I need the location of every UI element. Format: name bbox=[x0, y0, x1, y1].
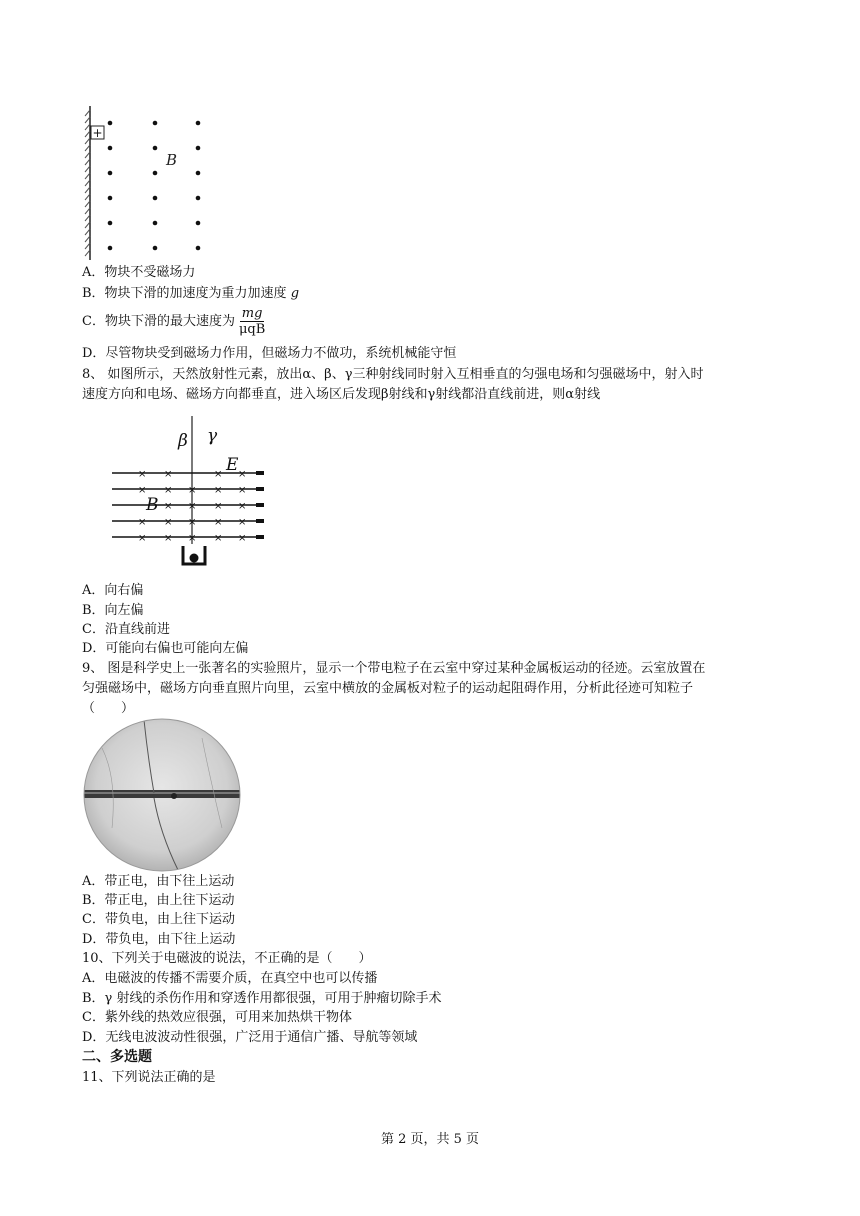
q10-option-c: C．紫外线的热效应很强，可用来加热烘干物体 bbox=[82, 1010, 352, 1025]
q7-option-b-var: g bbox=[290, 286, 300, 301]
q10-stem: 10、下列关于电磁波的说法，不正确的是（ ） bbox=[82, 951, 372, 966]
field-dot bbox=[108, 146, 113, 151]
svg-text:×: × bbox=[238, 517, 247, 528]
fraction bbox=[237, 306, 267, 337]
fraction-denominator: μqB bbox=[238, 322, 266, 337]
radioactive-source bbox=[190, 554, 199, 563]
field-dot bbox=[196, 146, 201, 151]
q9-stem-line2: 匀强磁场中，磁场方向垂直照片向里，云室中横放的金属板对粒子的运动起阻碍作用，分析此径迹可知粒子 bbox=[82, 681, 694, 696]
q10-option-a: A．电磁波的传播不需要介质，在真空中也可以传播 bbox=[82, 971, 378, 986]
svg-text:×: × bbox=[138, 469, 147, 480]
q7-option-c bbox=[82, 304, 267, 340]
block-plus-label: + bbox=[92, 126, 103, 140]
field-label-B: B bbox=[166, 151, 178, 169]
svg-text:×: × bbox=[214, 533, 223, 544]
gamma-label: γ bbox=[207, 426, 218, 446]
field-dot bbox=[153, 171, 158, 176]
svg-text:×: × bbox=[164, 517, 173, 528]
page-footer: 第 2 页，共 5 页 bbox=[380, 1132, 480, 1147]
q9-option-d: D．带负电，由下往上运动 bbox=[82, 932, 236, 947]
field-dot bbox=[196, 246, 201, 251]
svg-text:×: × bbox=[214, 485, 223, 496]
svg-text:×: × bbox=[238, 469, 247, 480]
q10-option-b: B．γ 射线的杀伤作用和穿透作用都很强，可用于肿瘤切除手术 bbox=[82, 991, 442, 1006]
field-dot bbox=[108, 221, 113, 226]
figure-radiation-fields bbox=[108, 412, 273, 572]
field-dot bbox=[153, 121, 158, 126]
svg-text:×: × bbox=[188, 517, 197, 528]
E-label: E bbox=[226, 455, 239, 475]
svg-text:×: × bbox=[138, 533, 147, 544]
field-dots bbox=[108, 121, 201, 251]
q8-option-d: D．可能向右偏也可能向左偏 bbox=[82, 641, 249, 656]
field-dot bbox=[196, 121, 201, 126]
section-title-multiple-choice: 二、多选题 bbox=[82, 1049, 152, 1065]
svg-text:×: × bbox=[238, 485, 247, 496]
svg-text:×: × bbox=[214, 517, 223, 528]
svg-text:×: × bbox=[138, 517, 147, 528]
field-dot bbox=[108, 246, 113, 251]
field-dot bbox=[196, 196, 201, 201]
field-dot bbox=[108, 121, 113, 126]
q7-option-a: A．物块不受磁场力 bbox=[82, 265, 196, 280]
svg-text:×: × bbox=[164, 469, 173, 480]
q9-option-b: B．带正电，由上往下运动 bbox=[82, 893, 235, 908]
svg-text:×: × bbox=[214, 469, 223, 480]
fraction-numerator: mg bbox=[241, 306, 263, 321]
q9-option-c: C．带负电，由上往下运动 bbox=[82, 912, 235, 927]
q8-option-b: B．向左偏 bbox=[82, 603, 144, 618]
svg-text:×: × bbox=[188, 533, 197, 544]
svg-text:×: × bbox=[164, 501, 173, 512]
svg-text:×: × bbox=[164, 485, 173, 496]
svg-text:×: × bbox=[214, 501, 223, 512]
svg-text:×: × bbox=[188, 485, 197, 496]
field-dot bbox=[108, 171, 113, 176]
field-dot bbox=[153, 246, 158, 251]
q7-option-b-text: B．物块下滑的加速度为重力加速度 bbox=[82, 286, 291, 301]
beta-label: β bbox=[178, 431, 188, 451]
field-dot bbox=[153, 196, 158, 201]
field-dot bbox=[196, 221, 201, 226]
B-label: B bbox=[146, 495, 159, 515]
q8-stem-line1: 8、 如图所示，天然放射性元素，放出α、β、γ三种射线同时射入互相垂直的匀强电场和匀强磁场中，射入时 bbox=[82, 367, 704, 382]
q8-option-a: A．向右偏 bbox=[82, 583, 144, 598]
svg-text:×: × bbox=[164, 533, 173, 544]
svg-text:×: × bbox=[238, 501, 247, 512]
field-dot bbox=[108, 196, 113, 201]
field-dot bbox=[153, 146, 158, 151]
q7-option-b bbox=[82, 285, 299, 303]
q9-stem-line1: 9、 图是科学史上一张著名的实验照片，显示一个带电粒子在云室中穿过某种金属板运动的径迹。云室放置在 bbox=[82, 661, 706, 676]
figure-magnetic-field-wall bbox=[82, 106, 212, 262]
q7-option-c-text: C．物块下滑的最大速度为 bbox=[82, 314, 235, 329]
q7-option-d: D．尽管物块受到磁场力作用，但磁场力不做功，系统机械能守恒 bbox=[82, 346, 457, 361]
svg-text:×: × bbox=[188, 501, 197, 512]
cloud-chamber-photo bbox=[82, 718, 242, 873]
svg-text:×: × bbox=[238, 533, 247, 544]
q10-option-d: D．无线电波波动性很强，广泛用于通信广播、导航等领域 bbox=[82, 1030, 418, 1045]
field-dot bbox=[196, 171, 201, 176]
q8-option-c: C．沿直线前进 bbox=[82, 622, 170, 637]
field-dot bbox=[153, 221, 158, 226]
svg-text:×: × bbox=[138, 485, 147, 496]
q11-stem: 11、下列说法正确的是 bbox=[82, 1070, 216, 1085]
q8-stem-line2: 速度方向和电场、磁场方向都垂直，进入场区后发现β射线和γ射线都沿直线前进，则α射线 bbox=[82, 387, 601, 402]
q9-stem-line3: （ ） bbox=[82, 701, 135, 716]
q9-option-a: A．带正电，由下往上运动 bbox=[82, 874, 235, 889]
